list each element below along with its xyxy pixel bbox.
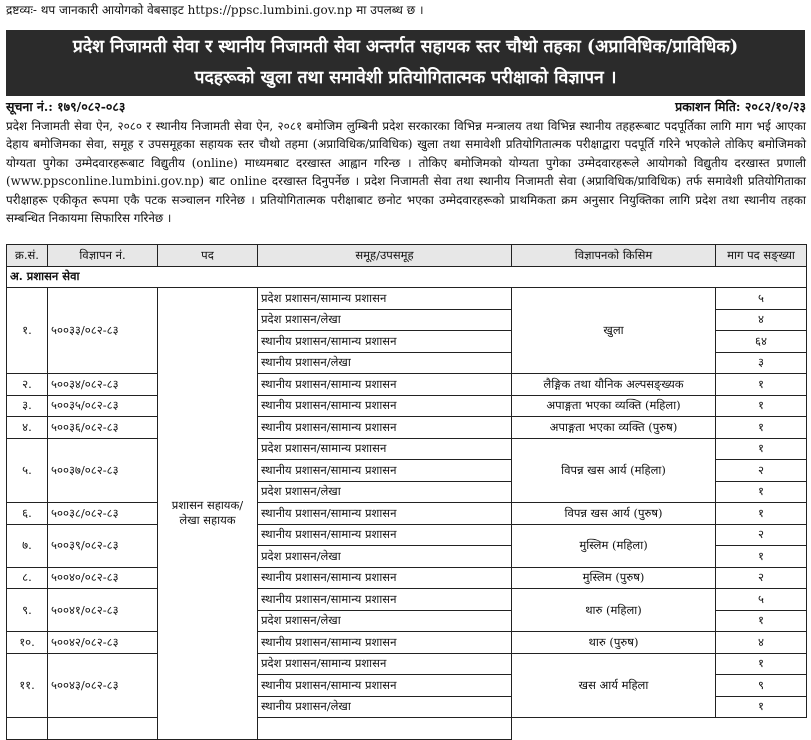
subgroup-name: स्थानीय प्रशासन/लेखा [258,352,512,374]
table-row [7,503,807,525]
serial-number: १. [7,288,48,374]
demand-count: ९ [716,675,807,697]
col-header-adv-type: विज्ञापनको किसिम [512,245,716,267]
demand-count: १ [716,374,807,396]
table-row [7,417,807,439]
subgroup-name: प्रदेश प्रशासन/लेखा [258,309,512,331]
demand-count: १ [716,503,807,525]
subgroup-name: स्थानीय प्रशासन/सामान्य प्रशासन [258,567,512,589]
table-row [7,718,807,740]
table-row [7,567,807,589]
serial-number: ९. [7,589,48,632]
table-row [7,589,807,611]
subgroup-name: स्थानीय प्रशासन/सामान्य प्रशासन [258,632,512,654]
advertisement-type: थारु (महिला) [512,589,716,632]
subgroup-name: प्रदेश प्रशासन/सामान्य प्रशासन [258,438,512,460]
published-date: प्रकाशन मिति: २०८२/१०/२३ [675,99,806,114]
advertisement-number: ५००४३/०८२-८३ [48,653,158,718]
advertisement-type: खुला [512,288,716,374]
demand-count: ३ [716,352,807,374]
notice-line: द्रष्टव्यः- थप जानकारी आयोगको वेबसाइट https://ppsc.lumbini.gov.np मा उपलब्ध छ । [6,3,424,17]
table-row [7,438,807,460]
table-header-row [7,245,807,267]
notice-meta [6,98,806,116]
col-header-group: समूह/उपसमूह [258,245,512,267]
vacancy-table [6,244,807,740]
serial-number: २. [7,374,48,396]
advertisement-number: ५००३३/०८२-८३ [48,288,158,374]
section-row [7,266,807,288]
demand-count: १ [716,481,807,503]
demand-count: २ [716,567,807,589]
table-row [7,395,807,417]
col-header-sn: क्र.सं. [7,245,48,267]
subgroup-name: स्थानीय प्रशासन/सामान्य प्रशासन [258,589,512,611]
empty-cell [48,718,158,740]
table-row [7,524,807,546]
notice-number: सूचना नं.: १७९/०८२-०८३ [6,99,126,114]
demand-count: ६४ [716,331,807,353]
col-header-post: पद [158,245,258,267]
subgroup-name: स्थानीय प्रशासन/सामान्य प्रशासन [258,417,512,439]
advertisement-type: विपन्न खस आर्य (महिला) [512,438,716,503]
demand-count: १ [716,696,807,718]
advertisement-number: ५००३८/०८२-८३ [48,503,158,525]
demand-count: १ [716,438,807,460]
table-row [7,374,807,396]
subgroup-name: प्रदेश प्रशासन/लेखा [258,610,512,632]
notice-paragraph: प्रदेश निजामती सेवा ऐन, २०८० र स्थानीय निजामती सेवा ऐन, २०८१ बमोजिम लुम्बिनी प्रदेश सरकारका विभिन्न मन्त्रालय तथा विभिन्न स्थानीय तहहरूबाट पदपूर्तिका लागि माग भई आएका देहाय बमोजिमका सेवा, समूह र उपसमूहका सहायक स्तर चौथो तहमा (अप्राविधिक/प्राविधिक) खुला तथा समावेशी प्रतियोगितात्मक परीक्षाद्वारा पदपूर्ति गरिने भएकोले तोकिए बमोजिमको योग्यता पुगेका उम्मेदवारहरूबाट विद्युतीय (online) माध्यमबाट दरखास्त आह्वान गरिन्छ । तोकिए बमोजिमको योग्यता पुगेका उम्मेदवारहरूले आयोगको विद्युतीय दरखास्त प्रणाली (www.ppsconline.lumbini.gov.np) बाट online दरखास्त दिनुपर्नेछ । प्रदेश निजामती सेवा तथा स्थानीय निजामती सेवा (अप्राविधिक/प्राविधिक) तर्फ समावेशी प्रतियोगिताका परीक्षाहरू एकीकृत रूपमा एकै पटक सञ्चालन गरिनेछ । प्रतियोगितात्मक परीक्षाबाट छनोट भएका उम्मेदवारहरूको प्राथमिकता क्रम अनुसार नियुक्तिका लागि प्रदेश तथा स्थानीय तहका सम्बन्धित निकायमा सिफारिस गरिनेछ । [6,119,806,226]
section-label: अ. प्रशासन सेवा [7,266,807,288]
serial-number: ४. [7,417,48,439]
serial-number: ७. [7,524,48,567]
demand-count: १ [716,417,807,439]
advertisement-number: ५००३४/०८२-८३ [48,374,158,396]
table-body [7,266,807,739]
serial-number: ८. [7,567,48,589]
serial-number: ३. [7,395,48,417]
demand-count: ४ [716,309,807,331]
demand-count: १ [716,653,807,675]
subgroup-name: स्थानीय प्रशासन/सामान्य प्रशासन [258,374,512,396]
subgroup-name: स्थानीय प्रशासन/सामान्य प्रशासन [258,331,512,353]
advertisement-number: ५००३९/०८२-८३ [48,524,158,567]
serial-number: ११. [7,653,48,718]
empty-cell [7,718,48,740]
serial-number: १०. [7,632,48,654]
demand-count: १ [716,610,807,632]
demand-count: ५ [716,589,807,611]
demand-count: २ [716,524,807,546]
advertisement-type: अपाङ्गता भएका व्यक्ति (पुरुष) [512,417,716,439]
advertisement-number: ५००३६/०८२-८३ [48,417,158,439]
banner-line-2: पदहरूको खुला तथा समावेशी प्रतियोगितात्मक परीक्षाको विज्ञापन । [194,68,617,88]
subgroup-name: प्रदेश प्रशासन/सामान्य प्रशासन [258,288,512,310]
advertisement-number: ५००३७/०८२-८३ [48,438,158,503]
advertisement-type: मुस्लिम (पुरुष) [512,567,716,589]
post-name: प्रशासन सहायक/ लेखा सहायक [158,288,258,740]
advertisement-number: ५००४१/०८२-८३ [48,589,158,632]
demand-count: ४ [716,632,807,654]
subgroup-name: स्थानीय प्रशासन/सामान्य प्रशासन [258,675,512,697]
advertisement-number: ५००४२/०८२-८३ [48,632,158,654]
subgroup-name: प्रदेश प्रशासन/लेखा [258,481,512,503]
demand-count: १ [716,546,807,568]
table-row [7,288,807,310]
serial-number: ६. [7,503,48,525]
demand-count: ५ [716,288,807,310]
advertisement-type: अपाङ्गता भएका व्यक्ति (महिला) [512,395,716,417]
advertisement-number: ५००४०/०८२-८३ [48,567,158,589]
subgroup-name: स्थानीय प्रशासन/सामान्य प्रशासन [258,503,512,525]
table-row [7,632,807,654]
demand-count: १ [716,395,807,417]
title-banner [6,30,805,96]
advertisement-type: मुस्लिम (महिला) [512,524,716,567]
subgroup-name: स्थानीय प्रशासन/सामान्य प्रशासन [258,524,512,546]
subgroup-name: प्रदेश प्रशासन/लेखा [258,546,512,568]
subgroup-name: स्थानीय प्रशासन/सामान्य प्रशासन [258,460,512,482]
empty-cell [258,718,512,740]
advertisement-number: ५००३५/०८२-८३ [48,395,158,417]
advertisement-type: खस आर्य महिला [512,653,716,718]
subgroup-name: स्थानीय प्रशासन/लेखा [258,696,512,718]
subgroup-name: प्रदेश प्रशासन/सामान्य प्रशासन [258,653,512,675]
col-header-demand: माग पद सङ्ख्या [716,245,807,267]
table-row [7,653,807,675]
banner-line-1: प्रदेश निजामती सेवा र स्थानीय निजामती सेवा अन्तर्गत सहायक स्तर चौथो तहका (अप्राविधिक/प्राविधिक) [72,37,739,57]
advertisement-type: लैङ्गिक तथा यौनिक अल्पसङ्ख्यक [512,374,716,396]
serial-number: ५. [7,438,48,503]
demand-count: २ [716,460,807,482]
subgroup-name: स्थानीय प्रशासन/सामान्य प्रशासन [258,395,512,417]
col-header-adv-no: विज्ञापन नं. [48,245,158,267]
advertisement-type: थारु (पुरुष) [512,632,716,654]
advertisement-type: विपन्न खस आर्य (पुरुष) [512,503,716,525]
